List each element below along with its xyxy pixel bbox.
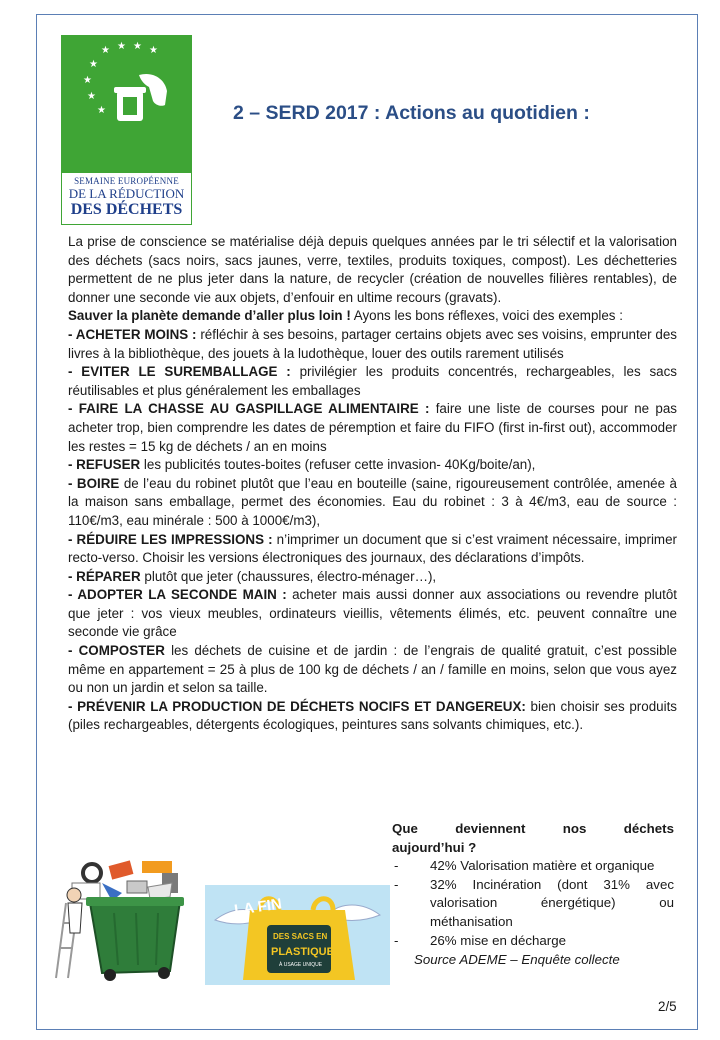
logo-line-2: DE LA RÉDUCTION — [68, 186, 185, 201]
action-label: - ACHETER MOINS : — [68, 326, 197, 342]
svg-text:★: ★ — [97, 105, 106, 116]
poster-line-3: PLASTIQUE — [271, 946, 334, 958]
intro-paragraph: La prise de conscience se matérialise déjà depuis quelques années par le tri sélectif et la valorisation des déchets (sacs noirs, sacs jaunes, verre, textiles, produits toxiques, compost). Les déchetteries permettent de ne plus jeter dans la nature, de recycler (création de nouvelles filières rentables), de donner une seconde vie aux objets, d’enfouir en ultime recours (gravats). — [68, 234, 677, 305]
action-text: les publicités toutes-boites (refuser cette invasion- 40Kg/boite/an), — [140, 457, 536, 473]
waste-question-line-2: aujourd’hui ? — [392, 839, 477, 855]
serd-logo — [61, 35, 192, 225]
list-item: - 32% Incinération (dont 31% avec valorisation énergétique) ou méthanisation — [392, 876, 674, 932]
waste-list — [392, 857, 674, 950]
poster-line-2: DES SACS EN — [273, 932, 328, 941]
action-label: - COMPOSTER — [68, 643, 165, 659]
action-label: - PRÉVENIR LA PRODUCTION DE DÉCHETS NOCIFS ET DANGEREUX: — [68, 698, 526, 714]
action-label: - REFUSER — [68, 457, 141, 473]
action-label: - EVITER LE SUREMBALLAGE : — [68, 364, 291, 380]
action-text: acheter mais aussi donner aux associations ou revendre plutôt que jeter : vos vieux meubles, ordinateurs vieillis, vêtements élimés, etc. peuvent connaître une seconde vie grâce — [68, 587, 678, 640]
svg-text:★: ★ — [87, 91, 96, 102]
svg-text:★: ★ — [101, 45, 110, 56]
list-item: - 42% Valorisation matière et organique — [392, 857, 674, 876]
action-text: faire une liste de courses pour ne pas acheter trop, bien comprendre les dates de péremption et faire du FIFO (first in-first out), accommoder les restes = 15 kg de déchets / an en moins — [68, 401, 677, 454]
logo-caption — [61, 172, 192, 225]
page-number: 2/5 — [658, 999, 677, 1014]
action-item — [68, 456, 677, 475]
action-label: - RÉDUIRE LES IMPRESSIONS : — [68, 531, 273, 547]
action-item — [68, 326, 677, 363]
svg-text:★: ★ — [83, 75, 92, 86]
action-label: - BOIRE — [68, 475, 120, 491]
svg-text:★: ★ — [133, 41, 142, 52]
article-body — [68, 233, 677, 735]
action-item — [68, 698, 677, 735]
action-label: - FAIRE LA CHASSE AU GASPILLAGE ALIMENTAIRE : — [68, 401, 430, 417]
plastic-bag-poster — [205, 885, 390, 985]
list-item: - 26% mise en décharge — [392, 932, 674, 951]
logo-line-1: SEMAINE EUROPÉENNE — [74, 176, 179, 186]
call-to-action — [68, 307, 677, 326]
action-text: bien choisir ses produits (piles rechargeables, détergents écologiques, peintures sans solvants chimiques, etc.). — [68, 698, 677, 733]
action-item — [68, 568, 677, 587]
svg-text:★: ★ — [149, 45, 158, 56]
action-item — [68, 400, 677, 456]
source-note: Source ADEME – Enquête collecte — [414, 952, 620, 968]
page-title: 2 – SERD 2017 : Actions au quotidien : — [233, 102, 590, 124]
action-item — [68, 586, 677, 642]
waste-question-line-1: Que deviennent nos déchets — [392, 821, 674, 836]
logo-line-3: DES DÉCHETS — [70, 201, 183, 218]
action-text: plutôt que jeter (chaussures, électro-ménager…), — [140, 568, 437, 584]
svg-text:★: ★ — [89, 59, 98, 70]
poster-line-4: À USAGE UNIQUE — [279, 962, 323, 968]
action-item — [68, 531, 677, 568]
action-text: n’imprimer un document que si c’est vraiment nécessaire, imprimer recto-verso. Choisir les versions électroniques des journaux, des déclarations d’impôts. — [68, 531, 677, 566]
action-text: réfléchir à ses besoins, partager certains objets avec ses voisins, emprunter des livres à la bibliothèque, des jouets à la ludothèque, louer des outils rarement utilisés — [68, 326, 677, 361]
svg-text:★: ★ — [117, 41, 126, 52]
action-text: les déchets de cuisine et de jardin : de l’engrais de qualité gratuit, c’est possible même en appartement = 25 à plus de 100 kg de déchets / an / famille en moins, selon que vous ayez ou non un jardin et selon sa taille. — [68, 643, 678, 696]
call-rest: Ayons les bons réflexes, voici des exemples : — [350, 308, 623, 324]
action-text: de l’eau du robinet plutôt que l’eau en bouteille (saine, rigoureusement contrôlée, amenée à la maison sans emballage, permet des économies. Eau du robinet : 3 à 4€/m3, eau de source : 110€/m3, eau minérale : 500 à 1000€/m3), — [68, 475, 677, 528]
call-bold: Sauver la planète demande d’aller plus loin ! — [68, 308, 351, 324]
action-item — [68, 363, 677, 400]
waste-stats — [392, 820, 674, 970]
overflowing-bin-illustration — [52, 853, 202, 983]
action-item — [68, 475, 677, 531]
action-label: - RÉPARER — [68, 568, 141, 584]
action-item — [68, 642, 677, 698]
poster-line-1: LA FIN — [233, 895, 283, 919]
action-text: privilégier les produits concentrés, rechargeables, les sacs réutilisables et plus généralement les emballages — [68, 364, 677, 398]
eu-stars-hand-icon — [61, 35, 192, 135]
action-label: - ADOPTER LA SECONDE MAIN : — [68, 587, 287, 603]
